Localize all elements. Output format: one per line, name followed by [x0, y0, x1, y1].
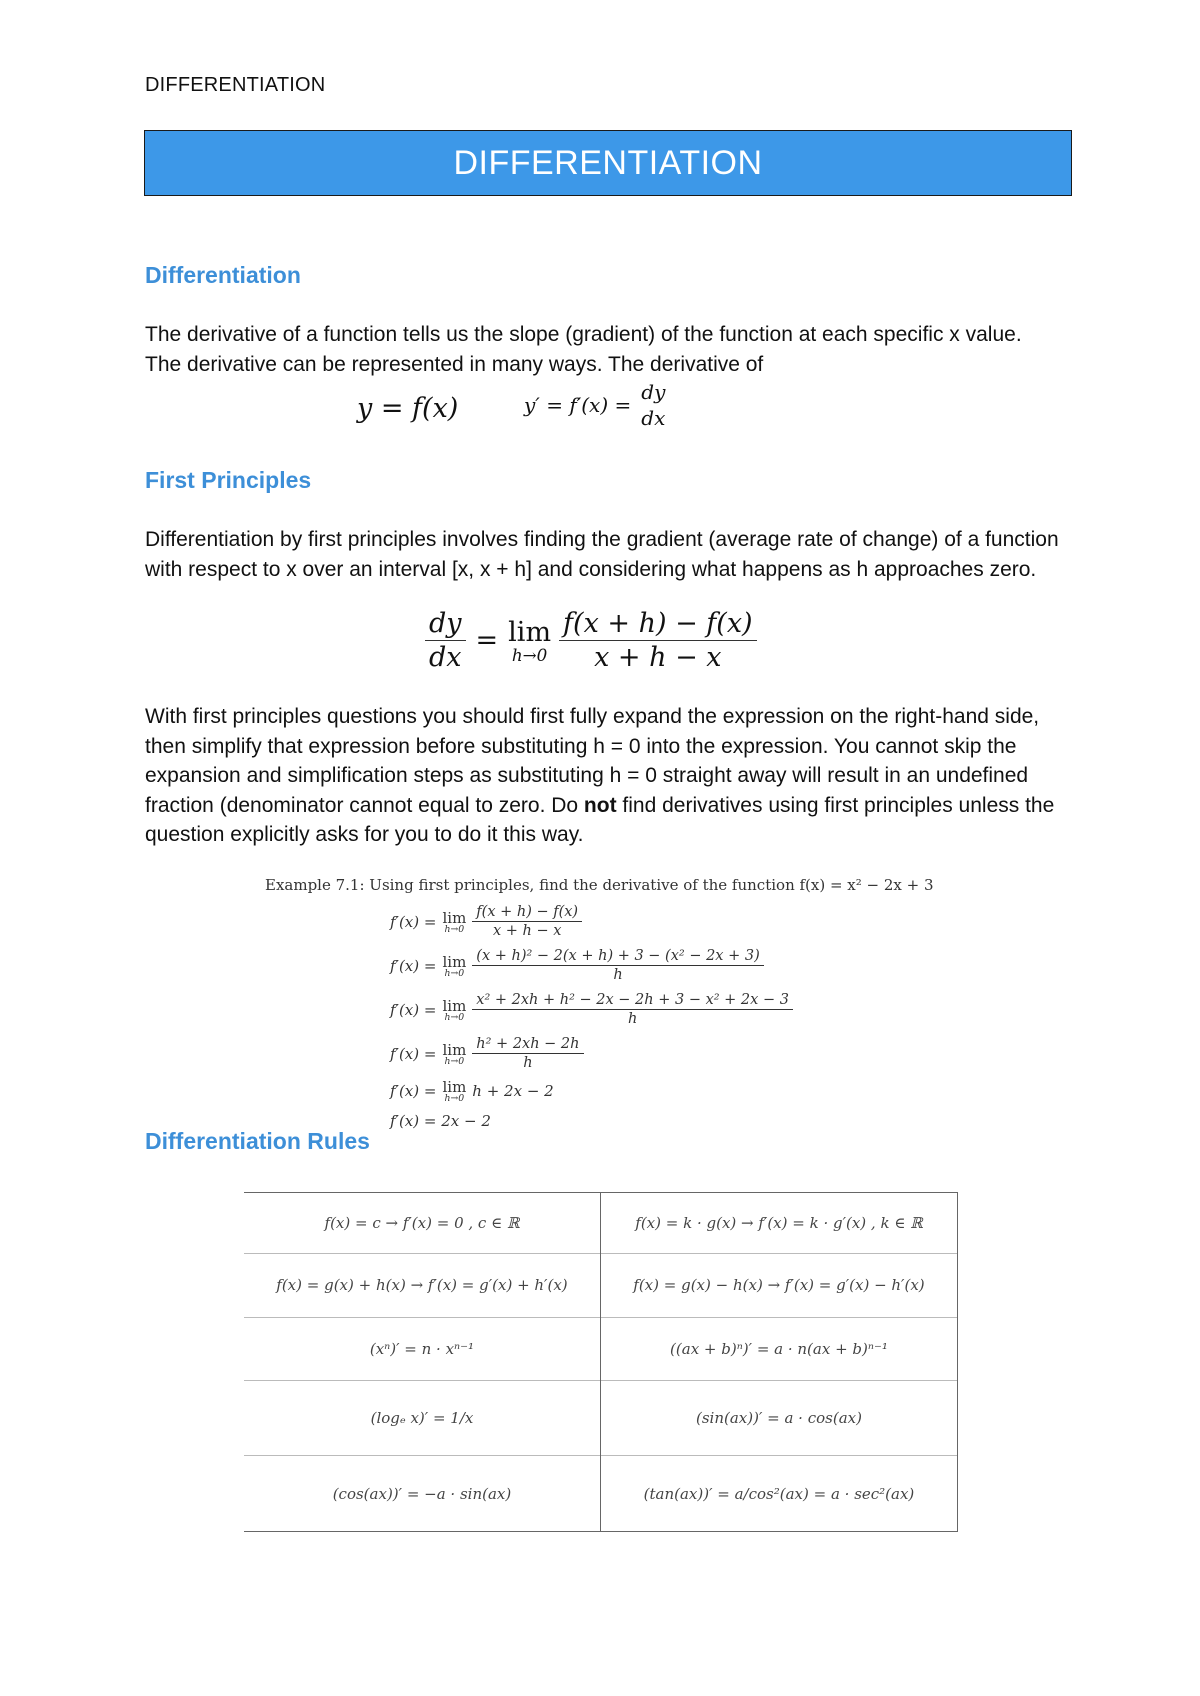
rule-cell: (cos(ax))′ = −a · sin(ax) — [244, 1456, 600, 1532]
example-7-1 — [265, 876, 985, 1136]
rule-cell: (xⁿ)′ = n · xⁿ⁻¹ — [244, 1317, 600, 1380]
first-principles-formula — [425, 608, 757, 673]
lim-text: lim — [442, 1078, 467, 1096]
example-title: Example 7.1: Using first principles, find the derivative of the function f(x) = x² − 2x + 3 — [265, 876, 934, 894]
rule-cell: f(x) = g(x) + h(x) → f′(x) = g′(x) + h′(x) — [244, 1254, 600, 1317]
fraction-denominator: h — [523, 1055, 533, 1071]
lim-subscript: h→0 — [444, 923, 465, 935]
heading-first-principles: First Principles — [145, 467, 312, 493]
advice-text-a: With first principles questions you should first fully expand the expression on the right-hand side, then simplify that expression before substituting h = 0 into the expression. You cannot skip the expansion and simplification steps as substituting h = 0 straight away will result in an undefined fraction (denominator cannot equal to zero. Do — [145, 705, 1040, 817]
equation-y-fx: y = f(x) — [357, 393, 459, 424]
example-step — [390, 1036, 584, 1071]
lim-subscript: h→0 — [511, 644, 548, 665]
rule-cell: f(x) = g(x) − h(x) → f′(x) = g′(x) − h′(x) — [600, 1254, 957, 1317]
rule-cell: (sin(ax))′ = a · cos(ax) — [600, 1380, 957, 1456]
rule-cell: f(x) = k · g(x) → f′(x) = k · g′(x) , k ∈ ℝ — [600, 1193, 957, 1254]
advice-bold-not: not — [583, 793, 617, 817]
table-row — [244, 1254, 958, 1317]
limit-operator — [442, 1078, 466, 1104]
rules-table — [244, 1192, 958, 1532]
fraction-numerator: (x + h)² − 2(x + h) + 3 − (x² − 2x + 3) — [472, 948, 763, 966]
fraction-numerator: f(x + h) − f(x) — [559, 608, 757, 641]
limit-operator — [442, 909, 466, 935]
table-row — [244, 1193, 958, 1254]
step-lhs: f′(x) = — [390, 1082, 437, 1100]
step-lhs: f′(x) = — [390, 1000, 437, 1019]
fraction-numerator: f(x + h) − f(x) — [472, 904, 582, 922]
lim-subscript: h→0 — [444, 1011, 465, 1023]
limit-operator — [442, 953, 466, 979]
example-step — [390, 948, 764, 983]
rule-cell: (logₑ x)′ = 1/x — [244, 1380, 600, 1456]
fraction-numerator: x² + 2xh + h² − 2x − 2h + 3 − x² + 2x − 3 — [472, 992, 793, 1010]
heading-differentiation: Differentiation — [145, 262, 301, 288]
step-expression: h + 2x − 2 — [472, 1082, 554, 1100]
fraction-denominator: dx — [429, 642, 462, 673]
step-lhs: f′(x) = — [390, 1044, 437, 1063]
title-banner — [144, 130, 1072, 196]
limit-operator — [508, 617, 551, 665]
step-lhs: f′(x) = — [390, 956, 437, 975]
dy-dx-fraction — [425, 608, 466, 673]
heading-differentiation-rules: Differentiation Rules — [145, 1128, 370, 1154]
lim-subscript: h→0 — [444, 1093, 465, 1104]
fraction-numerator: dy — [425, 608, 466, 641]
step-fraction — [472, 1036, 583, 1071]
fraction-denominator: x + h − x — [594, 642, 722, 673]
rule-cell: (tan(ax))′ = a/cos²(ax) = a · sec²(ax) — [600, 1456, 957, 1532]
equation-derivative-notation — [524, 380, 669, 430]
lim-subscript: h→0 — [444, 1055, 465, 1067]
table-row — [244, 1317, 958, 1380]
fraction-numerator: h² + 2xh − 2h — [472, 1036, 583, 1054]
difference-quotient — [559, 608, 757, 673]
example-step — [390, 992, 793, 1027]
table-row — [244, 1456, 958, 1532]
limit-operator — [442, 997, 466, 1023]
limit-operator — [442, 1041, 466, 1067]
intro-paragraph: The derivative of a function tells us the slope (gradient) of the function at each specific x value. The derivative can be represented in many ways. The derivative of — [145, 323, 1022, 376]
step-fraction — [472, 948, 763, 983]
fraction-numerator: dy — [641, 380, 666, 404]
example-result: f′(x) = 2x − 2 — [390, 1112, 491, 1130]
banner-title: DIFFERENTIATION — [453, 143, 763, 182]
fraction-denominator: h — [613, 967, 623, 983]
lim-text: lim — [442, 996, 467, 1015]
running-header: DIFFERENTIATION — [145, 74, 326, 96]
lim-text: lim — [442, 1040, 467, 1059]
table-row — [244, 1380, 958, 1456]
lim-subscript: h→0 — [444, 967, 465, 979]
lim-text: lim — [442, 908, 467, 927]
rule-cell: ((ax + b)ⁿ)′ = a · n(ax + b)ⁿ⁻¹ — [600, 1317, 957, 1380]
derivative-lhs: y′ = f′(x) = — [524, 393, 632, 417]
fraction-denominator: x + h − x — [492, 923, 562, 939]
equals-sign: = — [475, 625, 499, 656]
dy-dx-fraction — [637, 380, 669, 430]
step-fraction — [472, 992, 793, 1027]
example-step — [390, 1078, 554, 1104]
first-principles-paragraph: Differentiation by first principles involves finding the gradient (average rate of change) of a function with respect to x over an interval [x, x + h] and considering what happens as h approaches zero. — [145, 528, 1059, 581]
fraction-denominator: h — [627, 1011, 638, 1027]
step-lhs: f′(x) = — [390, 912, 437, 931]
step-fraction — [472, 904, 582, 939]
first-principles-advice — [145, 702, 1060, 850]
lim-text: lim — [508, 616, 552, 648]
advice-text-b: find derivatives using first principles unless the question explicitly asks for you to do it this way. — [145, 793, 1055, 847]
example-step — [390, 904, 582, 939]
fraction-denominator: dx — [641, 406, 666, 430]
rule-cell: f(x) = c → f′(x) = 0 , c ∈ ℝ — [244, 1193, 600, 1254]
lim-text: lim — [442, 952, 467, 971]
